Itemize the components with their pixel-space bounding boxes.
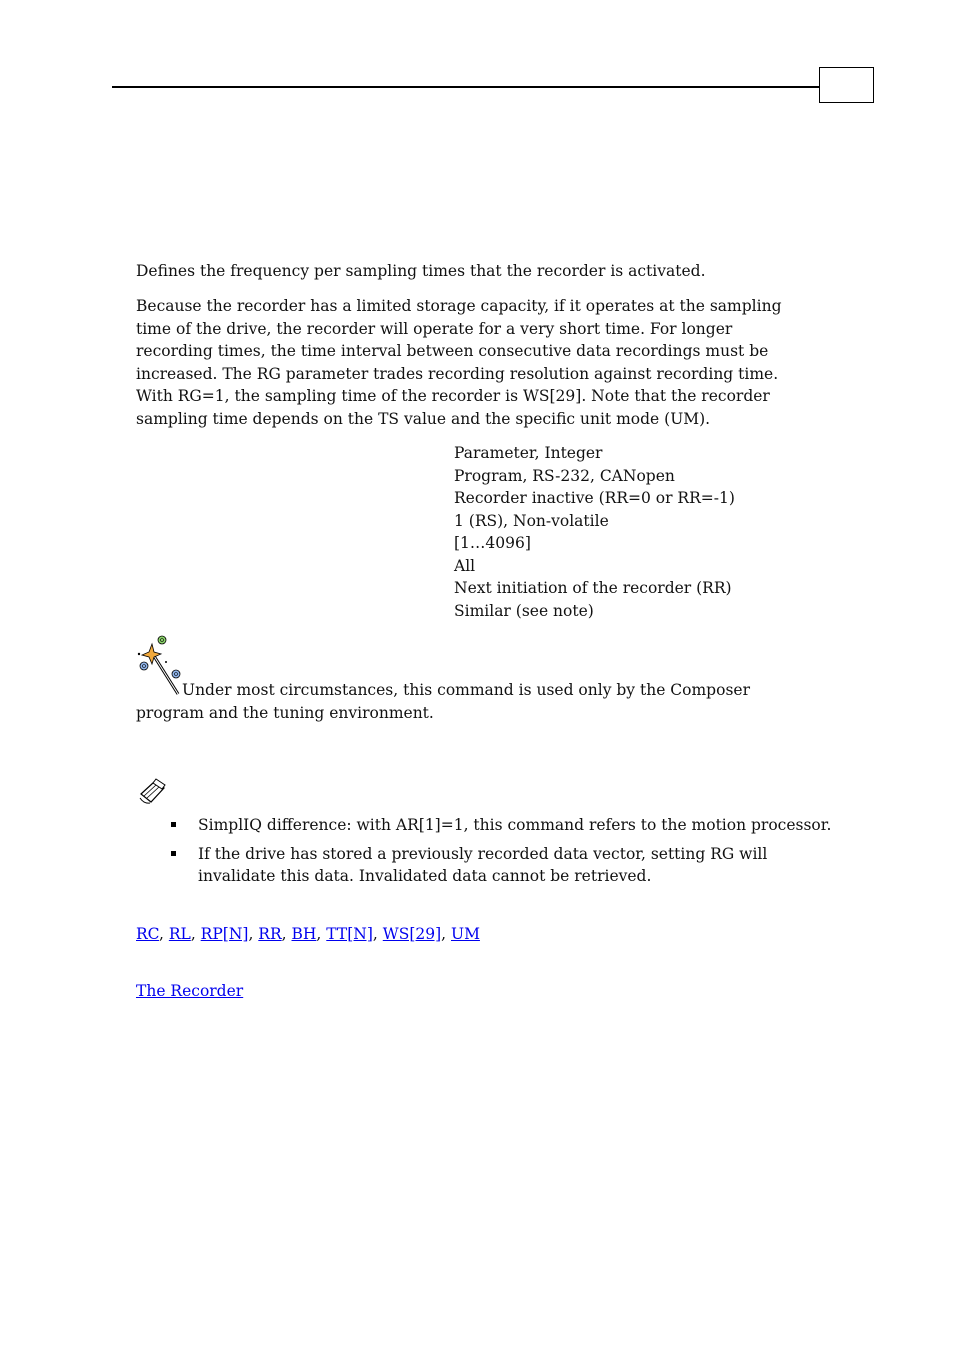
page-number-box — [819, 67, 874, 103]
link-separator: , — [316, 925, 327, 943]
notes-list — [136, 814, 836, 894]
note-text: SimplIQ difference: with AR[1]=1, this command refers to the motion processor. — [198, 816, 832, 834]
description-text: Defines the frequency per sampling times that the recorder is activated. — [136, 262, 706, 280]
bullet-icon — [171, 822, 176, 827]
properties-list — [454, 442, 854, 622]
see-also — [136, 980, 243, 1003]
link-rc[interactable]: RC — [136, 925, 159, 943]
property-type: Parameter, Integer — [454, 444, 603, 462]
link-separator: , — [190, 925, 201, 943]
note-item — [136, 843, 768, 888]
property-compatibility: Similar (see note) — [454, 601, 594, 620]
link-rr[interactable]: RR — [258, 925, 282, 943]
detail-text: Because the recorder has a limited storage capacity, if it operates at the sampling time of the drive, the recorder will operate for a very short time. For longer recording times, the time interval between consecutive data recordings must be increased. The RG parameter trades recording resolution against recording time. With RG=1, the sampling time of the recorder is WS[29]. Note that the recorder sampling time depends on the TS value and the specific unit mode (UM). — [136, 297, 782, 428]
note-text: If the drive has stored a previously recorded data vector, setting RG will invalidate this data. Invalidated data cannot be retrieved. — [198, 844, 768, 885]
link-separator: , — [281, 925, 292, 943]
property-default: 1 (RS), Non-volatile — [454, 511, 609, 530]
property-modes: All — [454, 556, 476, 575]
link-separator: , — [158, 925, 169, 943]
property-activation: Next initiation of the recorder (RR) — [454, 579, 732, 597]
related-commands — [136, 923, 480, 946]
tip-text: Under most circumstances, this command is used only by the Composer program and the tuning environment. — [136, 681, 750, 722]
detail-paragraph — [136, 295, 801, 430]
property-restrictions: Recorder inactive (RR=0 or RR=-1) — [454, 489, 735, 507]
link-rp[interactable]: RP[N] — [200, 925, 249, 943]
link-separator: , — [372, 925, 383, 943]
link-separator: , — [248, 925, 259, 943]
description-paragraph — [136, 260, 816, 283]
header-rule — [112, 86, 820, 88]
link-the-recorder[interactable]: The Recorder — [136, 982, 244, 1000]
tip-paragraph — [136, 679, 776, 724]
link-separator: , — [441, 925, 451, 943]
link-um[interactable]: UM — [451, 925, 480, 943]
bullet-icon — [171, 851, 176, 856]
note-item — [136, 814, 836, 837]
link-bh[interactable]: BH — [291, 925, 317, 943]
link-ws[interactable]: WS[29] — [382, 925, 442, 943]
link-rl[interactable]: RL — [168, 925, 191, 943]
link-tt[interactable]: TT[N] — [326, 925, 373, 943]
note-pad-icon — [138, 776, 168, 813]
property-range: [1…4096] — [454, 534, 531, 552]
property-source: Program, RS-232, CANopen — [454, 466, 675, 485]
